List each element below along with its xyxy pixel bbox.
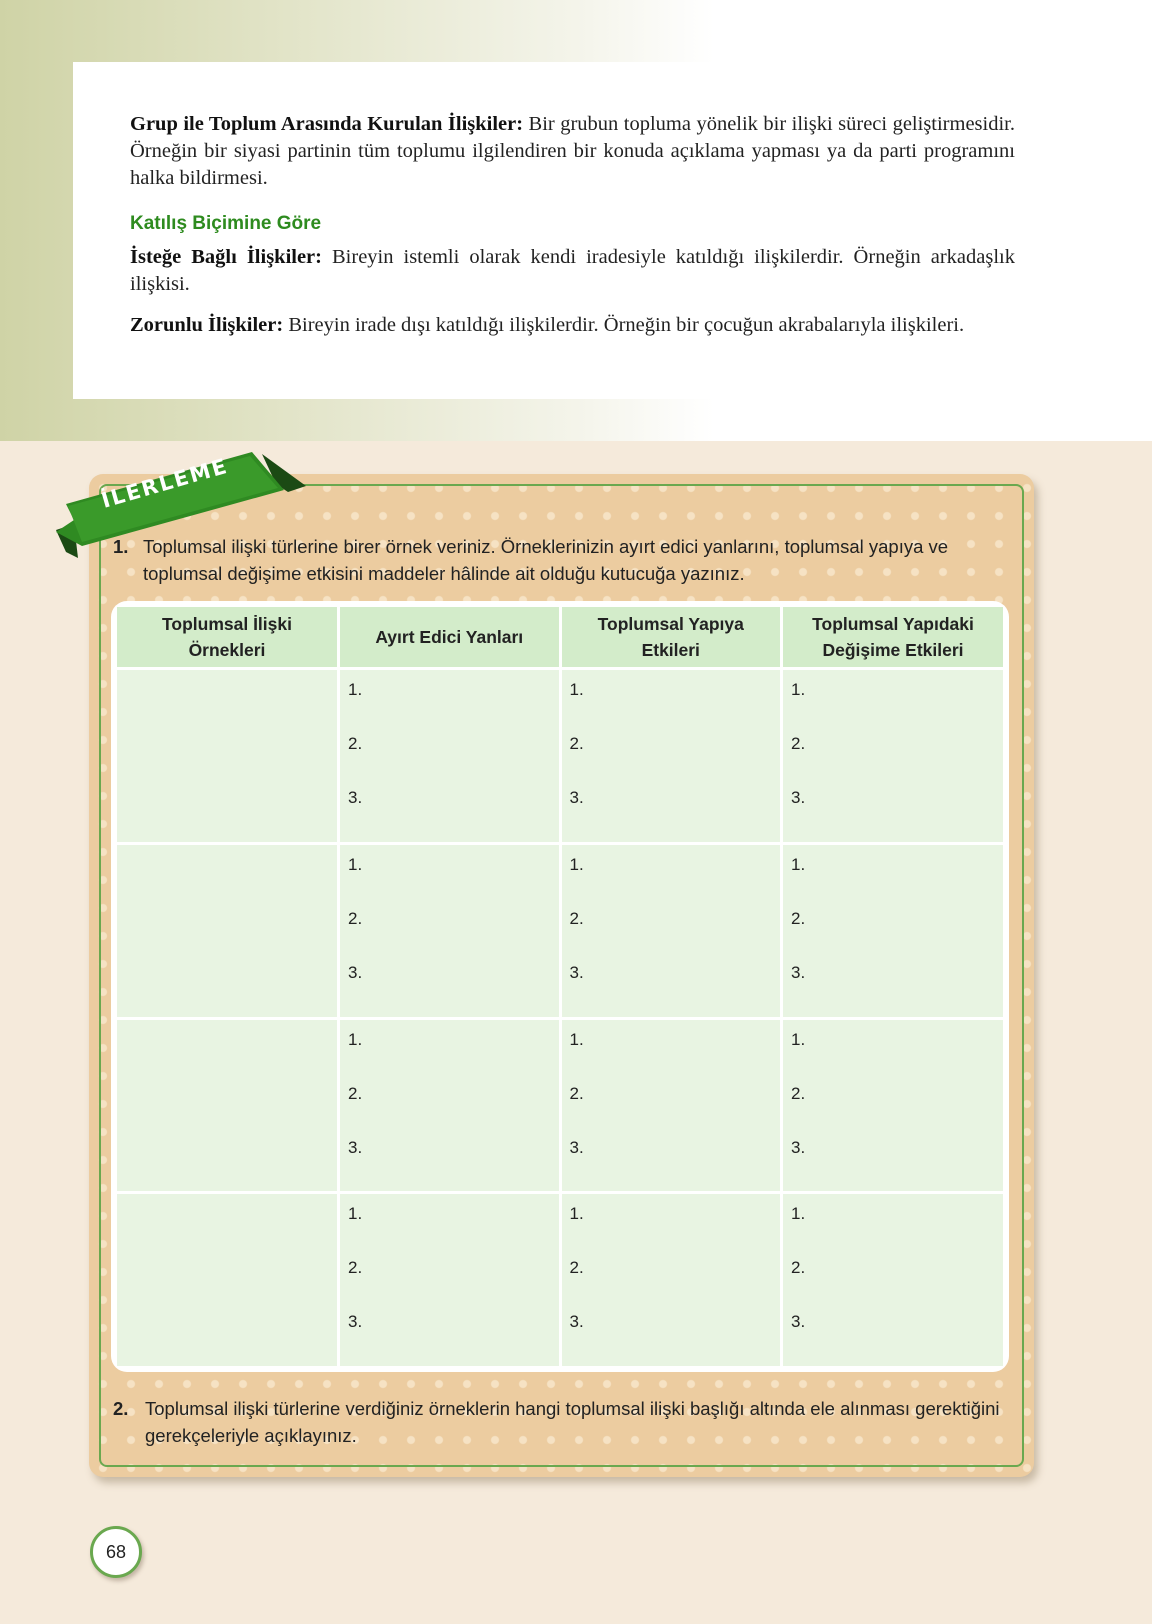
item-label: 3. (348, 1137, 363, 1157)
table-row (117, 843, 1003, 1018)
question-2-number: 2. (113, 1398, 129, 1419)
item-label: 2. (569, 908, 584, 928)
item-label: 2. (569, 1083, 584, 1103)
item-label: 3. (348, 1312, 363, 1332)
item-label: 3. (569, 1312, 584, 1332)
answer-cell[interactable] (560, 1193, 782, 1366)
answer-cell[interactable] (339, 1018, 561, 1193)
question-1-number: 1. (113, 536, 129, 557)
definition-optional-relations: Bireyin istemli olarak kendi iradesiyle katıldığı ilişkilerdir. Örneğin arkadaşlık ilişkisi. (130, 246, 1015, 295)
question-2-text: Toplumsal ilişki türlerine verdiğiniz örneklerin hangi toplumsal ilişki başlığı altında ele alınması gerektiğini gerekçeleriyle açıklayınız. (145, 1398, 1000, 1446)
term-group-society: Grup ile Toplum Arasında Kurulan İlişkiler: (130, 113, 524, 135)
item-label: 1. (348, 1204, 363, 1224)
item-label: 3. (791, 1312, 806, 1332)
header-change-effects: Toplumsal Yapıdaki Değişime Etkileri (782, 607, 1004, 669)
page-number: 68 (90, 1526, 142, 1578)
paragraph-mandatory-relations (130, 312, 1015, 339)
item-label: 1. (569, 854, 584, 874)
answer-cell[interactable] (560, 843, 782, 1018)
example-input-cell[interactable] (117, 1193, 339, 1366)
answer-cell[interactable] (560, 669, 782, 844)
item-label: 3. (348, 788, 363, 807)
item-label: 2. (791, 1083, 806, 1103)
item-label: 1. (791, 1029, 806, 1049)
item-label: 2. (569, 734, 584, 753)
answer-cell[interactable] (339, 1193, 561, 1366)
paragraph-group-society (130, 111, 1015, 192)
question-1-text: Toplumsal ilişki türlerine birer örnek veriniz. Örneklerinizin ayırt edici yanlarını, toplumsal yapıya ve toplumsal değişime etkisini maddeler hâlinde ait olduğu kutucuğa yazınız. (143, 536, 949, 584)
item-label: 2. (791, 734, 806, 753)
term-optional-relations: İsteğe Bağlı İlişkiler: (130, 246, 322, 268)
item-label: 1. (348, 854, 363, 874)
table-row (117, 1193, 1003, 1366)
item-label: 2. (348, 734, 363, 753)
item-label: 2. (791, 1258, 806, 1278)
item-label: 1. (791, 1204, 806, 1224)
header-distinctive-features: Ayırt Edici Yanları (339, 607, 561, 669)
item-label: 2. (348, 1083, 363, 1103)
item-label: 1. (791, 854, 806, 874)
table-row (117, 669, 1003, 844)
answer-cell[interactable] (339, 669, 561, 844)
item-label: 1. (569, 680, 584, 699)
item-label: 3. (348, 962, 363, 982)
answer-cell[interactable] (560, 1018, 782, 1193)
item-label: 2. (791, 908, 806, 928)
answer-table (117, 607, 1003, 1366)
ribbon-label: İLERLEME (98, 453, 232, 513)
definition-mandatory-relations: Bireyin irade dışı katıldığı ilişkilerdir. Örneğin bir çocuğun akrabalarıyla ilişkileri. (283, 314, 965, 336)
example-input-cell[interactable] (117, 1018, 339, 1193)
example-input-cell[interactable] (117, 669, 339, 844)
item-label: 1. (348, 1029, 363, 1049)
item-label: 1. (569, 1029, 584, 1049)
item-label: 1. (569, 1204, 584, 1224)
header-structure-effects: Toplumsal Yapıya Etkileri (560, 607, 782, 669)
answer-cell[interactable] (782, 1193, 1004, 1366)
item-label: 2. (348, 1258, 363, 1278)
item-label: 3. (569, 788, 584, 807)
answer-cell[interactable] (782, 843, 1004, 1018)
term-mandatory-relations: Zorunlu İlişkiler: (130, 314, 284, 336)
answer-cell[interactable] (782, 1018, 1004, 1193)
answer-table-container (111, 601, 1009, 1372)
item-label: 3. (791, 962, 806, 982)
answer-cell[interactable] (782, 669, 1004, 844)
item-label: 2. (348, 908, 363, 928)
header-examples: Toplumsal İlişki Örnekleri (117, 607, 339, 669)
table-row (117, 1018, 1003, 1193)
answer-cell[interactable] (339, 843, 561, 1018)
example-input-cell[interactable] (117, 843, 339, 1018)
table-header-row (117, 607, 1003, 669)
paragraph-optional-relations (130, 244, 1015, 298)
item-label: 1. (791, 680, 806, 699)
item-label: 3. (569, 962, 584, 982)
definition-group-society: Bir grubun topluma yönelik bir ilişki süreci geliştirmesidir. Örneğin bir siyasi partinin tüm toplumu ilgilendiren bir konuda açıklama yapması ya da parti programını halka bildirmesi. (130, 113, 1015, 189)
item-label: 3. (791, 788, 806, 807)
subheading-participation: Katılış Biçimine Göre (130, 213, 322, 234)
item-label: 2. (569, 1258, 584, 1278)
item-label: 3. (569, 1137, 584, 1157)
item-label: 1. (348, 680, 363, 699)
item-label: 3. (791, 1137, 806, 1157)
